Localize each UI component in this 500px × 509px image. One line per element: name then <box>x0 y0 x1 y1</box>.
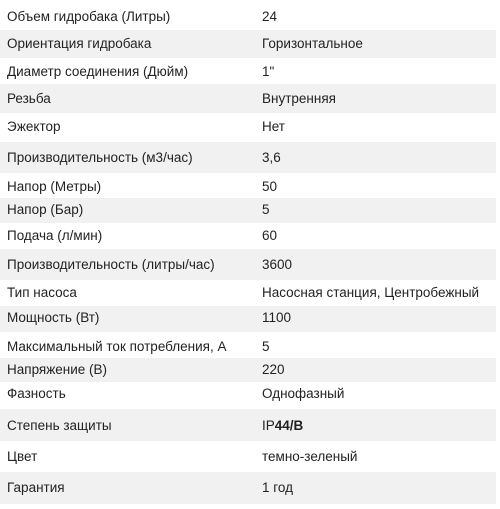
spec-row <box>0 0 496 30</box>
spec-value: темно-зеленый <box>262 449 358 464</box>
spec-label: Цвет <box>7 449 38 464</box>
protection-class-prefix: IP <box>262 418 275 433</box>
spec-label: Напор (Метры) <box>7 179 102 194</box>
spec-value: Насосная станция, Центробежный <box>262 285 480 300</box>
spec-row <box>0 223 496 249</box>
spec-label: Тип насоса <box>7 285 77 300</box>
spec-label: Степень защиты <box>7 418 112 433</box>
spec-value <box>262 418 303 434</box>
spec-label: Мощность (Вт) <box>7 310 100 325</box>
spec-label: Подача (л/мин) <box>7 228 103 243</box>
spec-row <box>0 84 496 113</box>
spec-value: 5 <box>262 202 270 217</box>
spec-value: 24 <box>262 9 278 24</box>
spec-row <box>0 58 496 84</box>
spec-row <box>0 306 496 332</box>
spec-value: 3,6 <box>262 150 281 165</box>
spec-value: 5 <box>262 339 270 354</box>
spec-value: 60 <box>262 228 278 243</box>
spec-row <box>0 472 496 504</box>
spec-label: Ориентация гидробака <box>7 36 152 51</box>
spec-row <box>0 409 496 441</box>
spec-label: Диаметр соединения (Дюйм) <box>7 64 189 79</box>
protection-class-code: 44/B <box>274 418 304 433</box>
spec-row <box>0 332 496 358</box>
spec-value: 1 год <box>262 480 293 495</box>
spec-row <box>0 30 496 58</box>
spec-value: Горизонтальное <box>262 36 363 51</box>
spec-label: Резьба <box>7 91 51 106</box>
spec-label: Фазность <box>7 386 66 401</box>
spec-label: Гарантия <box>7 480 65 495</box>
spec-label: Максимальный ток потребления, А <box>7 339 227 354</box>
spec-row <box>0 113 496 142</box>
spec-value: 1100 <box>262 310 292 325</box>
spec-row <box>0 358 496 382</box>
spec-value: Внутренняя <box>262 91 336 106</box>
spec-row <box>0 198 496 223</box>
spec-row <box>0 173 496 198</box>
spec-label: Производительность (литры/час) <box>7 257 215 272</box>
spec-value: 220 <box>262 362 285 377</box>
spec-label: Объем гидробака (Литры) <box>7 9 171 24</box>
spec-value: Нет <box>262 119 285 134</box>
spec-row <box>0 142 496 173</box>
spec-label: Эжектор <box>7 119 61 134</box>
spec-label: Напор (Бар) <box>7 202 84 217</box>
spec-row <box>0 249 496 280</box>
spec-value: Однофазный <box>262 386 345 401</box>
spec-label: Напряжение (В) <box>7 362 108 377</box>
spec-label: Производительность (м3/час) <box>7 150 193 165</box>
spec-value: 3600 <box>262 257 293 272</box>
spec-row <box>0 441 496 472</box>
spec-value: 1" <box>262 64 275 79</box>
spec-row <box>0 382 496 409</box>
spec-value: 50 <box>262 179 278 194</box>
spec-row <box>0 280 496 306</box>
